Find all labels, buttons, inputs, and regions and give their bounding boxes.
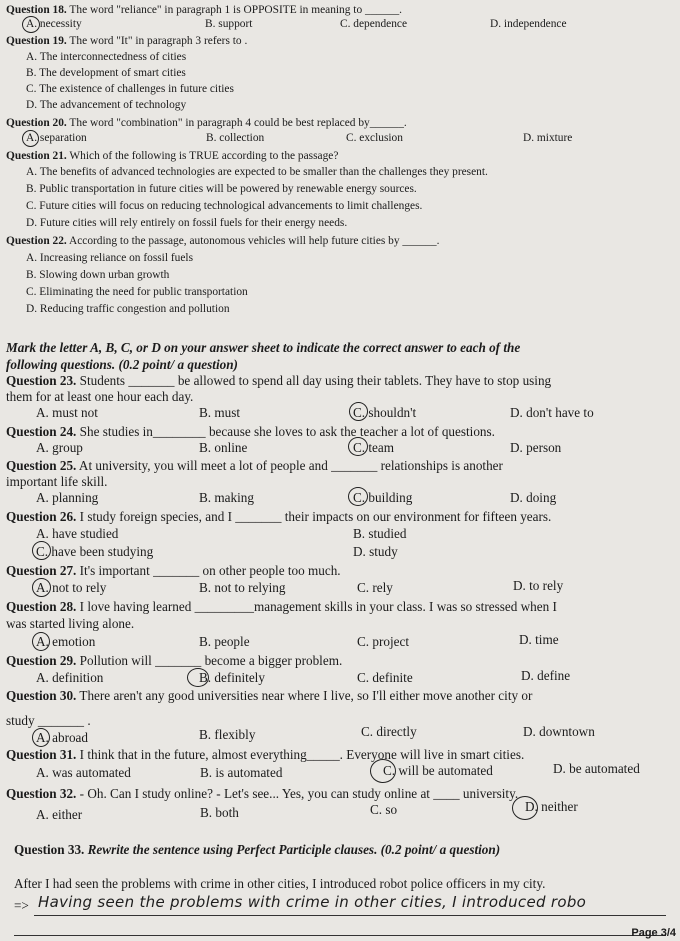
q30-option-c: C. directly bbox=[361, 724, 417, 739]
question-text: There aren't any good universities near where I live, so I'll either move another city or bbox=[79, 688, 533, 703]
q22-option-a: A. Increasing reliance on fossil fuels bbox=[26, 252, 194, 264]
q28-option-a: A. emotion bbox=[36, 634, 96, 649]
question-label: Question 31. bbox=[6, 747, 77, 762]
question-label: Question 25. bbox=[6, 458, 77, 473]
q25-option-d: D. doing bbox=[510, 490, 557, 505]
q31-option-a: A. was automated bbox=[36, 765, 131, 780]
q18-option-a: A. necessity bbox=[26, 18, 82, 30]
q20-option-d: D. mixture bbox=[523, 132, 573, 144]
question-text: - Oh. Can I study online? - Let's see... Yes, you can study online at ____ university. bbox=[79, 786, 519, 801]
q28-option-d: D. time bbox=[519, 632, 559, 647]
q19-stem bbox=[6, 35, 247, 47]
question-text: Which of the following is TRUE according to the passage? bbox=[69, 150, 339, 162]
question-text: Pollution will _______ become a bigger problem. bbox=[79, 653, 343, 668]
q25-option-c: C. building bbox=[353, 490, 413, 505]
answer-circle bbox=[187, 668, 209, 687]
question-text: She studies in________ because she loves to ask the teacher a lot of questions. bbox=[79, 424, 495, 439]
q27-option-a: A. not to rely bbox=[36, 580, 107, 595]
q30-stem bbox=[6, 688, 532, 704]
q22-option-c: C. Eliminating the need for public transportation bbox=[26, 286, 248, 298]
question-text: I love having learned _________management skills in your class. I was so stressed when I bbox=[79, 599, 557, 614]
q29-option-b: B. definitely bbox=[199, 670, 265, 685]
question-label: Question 27. bbox=[6, 563, 77, 578]
q32-option-d: D. neither bbox=[525, 799, 578, 814]
q26-stem bbox=[6, 509, 551, 525]
q26-option-b: B. studied bbox=[353, 526, 407, 541]
q19-option-a: A. The interconnectedness of cities bbox=[26, 51, 187, 63]
q24-option-d: D. person bbox=[510, 440, 562, 455]
q21-option-d: D. Future cities will rely entirely on fossil fuels for their energy needs. bbox=[26, 217, 348, 229]
q21-stem bbox=[6, 150, 338, 162]
q18-stem bbox=[6, 4, 402, 16]
answer-circle bbox=[348, 487, 368, 506]
q24-option-b: B. online bbox=[199, 440, 248, 455]
q23-option-d: D. don't have to bbox=[510, 405, 594, 420]
q33-stem bbox=[14, 842, 500, 858]
answer-line-2 bbox=[14, 935, 666, 936]
question-text: Rewrite the sentence using Perfect Participle clauses. (0.2 point/ a question) bbox=[87, 842, 501, 857]
question-text: At university, you will meet a lot of people and _______ relationships is another bbox=[78, 458, 503, 473]
q32-option-c: C. so bbox=[370, 802, 398, 817]
q18-option-b: B. support bbox=[205, 18, 253, 30]
question-text: The word "combination" in paragraph 4 could be best replaced by______. bbox=[69, 117, 407, 129]
q28-option-b: B. people bbox=[199, 634, 250, 649]
q18-option-c: C. dependence bbox=[340, 18, 408, 30]
q29-option-d: D. define bbox=[521, 668, 571, 683]
q26-option-a: A. have studied bbox=[36, 526, 119, 541]
question-text: The word "It" in paragraph 3 refers to . bbox=[69, 35, 248, 47]
q24-stem bbox=[6, 424, 495, 440]
q20-option-c: C. exclusion bbox=[346, 132, 403, 144]
answer-circle bbox=[348, 437, 368, 456]
q28-option-c: C. project bbox=[357, 634, 410, 649]
question-text: The word "reliance" in paragraph 1 is OPPOSITE in meaning to ______. bbox=[69, 4, 403, 16]
q27-stem bbox=[6, 563, 341, 579]
q21-option-c: C. Future cities will focus on reducing technological advancements to limit challenges. bbox=[26, 200, 423, 212]
q23-stem-cont: them for at least one hour each day. bbox=[6, 389, 194, 404]
q29-option-c: C. definite bbox=[357, 670, 413, 685]
answer-circle bbox=[22, 130, 39, 147]
q30-option-b: B. flexibly bbox=[199, 727, 256, 742]
q20-option-a: A. separation bbox=[26, 132, 87, 144]
q20-option-b: B. collection bbox=[206, 132, 265, 144]
q29-option-a: A. definition bbox=[36, 670, 104, 685]
question-label: Question 22. bbox=[6, 235, 67, 247]
q24-option-c: C. team bbox=[353, 440, 395, 455]
q27-option-b: B. not to relying bbox=[199, 580, 286, 595]
question-label: Question 30. bbox=[6, 688, 77, 703]
question-text: I study foreign species, and I _______ their impacts on our environment for fifteen years. bbox=[79, 509, 552, 524]
q23-stem bbox=[6, 373, 551, 389]
q32-option-a: A. either bbox=[36, 807, 83, 822]
q28-stem-cont: was started living alone. bbox=[6, 616, 135, 631]
question-label: Question 24. bbox=[6, 424, 77, 439]
q30-option-d: D. downtown bbox=[523, 724, 595, 739]
q21-option-a: A. The benefits of advanced technologies are expected to be smaller than the challenges they present. bbox=[26, 166, 488, 178]
question-label: Question 26. bbox=[6, 509, 77, 524]
answer-circle bbox=[22, 16, 40, 33]
question-text: Students _______ be allowed to spend all day using their tablets. They have to stop using bbox=[79, 373, 552, 388]
q25-stem-cont: important life skill. bbox=[6, 474, 108, 489]
q28-stem bbox=[6, 599, 557, 615]
question-label: Question 21. bbox=[6, 150, 67, 162]
question-label: Question 33. bbox=[14, 842, 85, 857]
q32-stem bbox=[6, 786, 518, 802]
instruction-line-2: following questions. (0.2 point/ a question) bbox=[6, 357, 238, 372]
question-text: I think that in the future, almost everything_____. Everyone will live in smart cities. bbox=[79, 747, 525, 762]
q26-option-c: C. have been studying bbox=[36, 544, 154, 559]
q19-option-b: B. The development of smart cities bbox=[26, 67, 186, 79]
question-label: Question 28. bbox=[6, 599, 77, 614]
q25-option-b: B. making bbox=[199, 490, 254, 505]
answer-circle bbox=[32, 578, 51, 597]
question-label: Question 20. bbox=[6, 117, 67, 129]
q29-stem bbox=[6, 653, 342, 669]
q31-stem bbox=[6, 747, 524, 763]
answer-circle bbox=[32, 632, 50, 651]
q22-stem bbox=[6, 235, 439, 247]
q21-option-b: B. Public transportation in future cities will be powered by renewable energy sources. bbox=[26, 183, 417, 195]
answer-circle bbox=[32, 541, 51, 560]
q23-option-c: C. shouldn't bbox=[353, 405, 417, 420]
q18-option-d: D. independence bbox=[490, 18, 567, 30]
question-label: Question 32. bbox=[6, 786, 77, 801]
q32-option-b: B. both bbox=[200, 805, 239, 820]
q22-option-d: D. Reducing traffic congestion and pollution bbox=[26, 303, 230, 315]
question-text: According to the passage, autonomous vehicles will help future cities by ______. bbox=[68, 235, 440, 247]
q23-option-a: A. must not bbox=[36, 405, 98, 420]
answer-circle bbox=[370, 759, 396, 783]
q20-stem bbox=[6, 117, 407, 129]
q27-option-c: C. rely bbox=[357, 580, 393, 595]
question-label: Question 19. bbox=[6, 35, 67, 47]
instruction-line-1: Mark the letter A, B, C, or D on your answer sheet to indicate the correct answer to each of the bbox=[6, 340, 521, 355]
answer-circle bbox=[512, 796, 538, 820]
answer-line bbox=[34, 915, 666, 916]
q31-option-b: B. is automated bbox=[200, 765, 283, 780]
q22-option-b: B. Slowing down urban growth bbox=[26, 269, 170, 281]
q27-option-d: D. to rely bbox=[513, 578, 564, 593]
q31-option-d: D. be automated bbox=[553, 761, 640, 776]
arrow-marker: => bbox=[14, 898, 29, 913]
answer-circle bbox=[32, 728, 50, 747]
question-label: Question 29. bbox=[6, 653, 77, 668]
q31-option-c: C. will be automated bbox=[383, 763, 493, 778]
question-label: Question 18. bbox=[6, 4, 67, 16]
page-number: Page 3/4 bbox=[631, 927, 676, 939]
q33-sentence: After I had seen the problems with crime in other cities, I introduced robot police officers in my city. bbox=[14, 876, 546, 891]
q26-option-d: D. study bbox=[353, 544, 398, 559]
q25-option-a: A. planning bbox=[36, 490, 99, 505]
q25-stem bbox=[6, 458, 503, 474]
question-label: Question 23. bbox=[6, 373, 77, 388]
q19-option-d: D. The advancement of technology bbox=[26, 99, 187, 111]
answer-circle bbox=[349, 402, 368, 421]
q24-option-a: A. group bbox=[36, 440, 83, 455]
q30-option-a: A. abroad bbox=[36, 730, 88, 745]
question-text: It's important _______ on other people too much. bbox=[79, 563, 341, 578]
q19-option-c: C. The existence of challenges in future cities bbox=[26, 83, 234, 95]
q23-option-b: B. must bbox=[199, 405, 241, 420]
handwritten-answer: Having seen the problems with crime in other cities, I introduced robo bbox=[38, 893, 587, 911]
q30-stem-cont: study _______ . bbox=[6, 713, 91, 728]
